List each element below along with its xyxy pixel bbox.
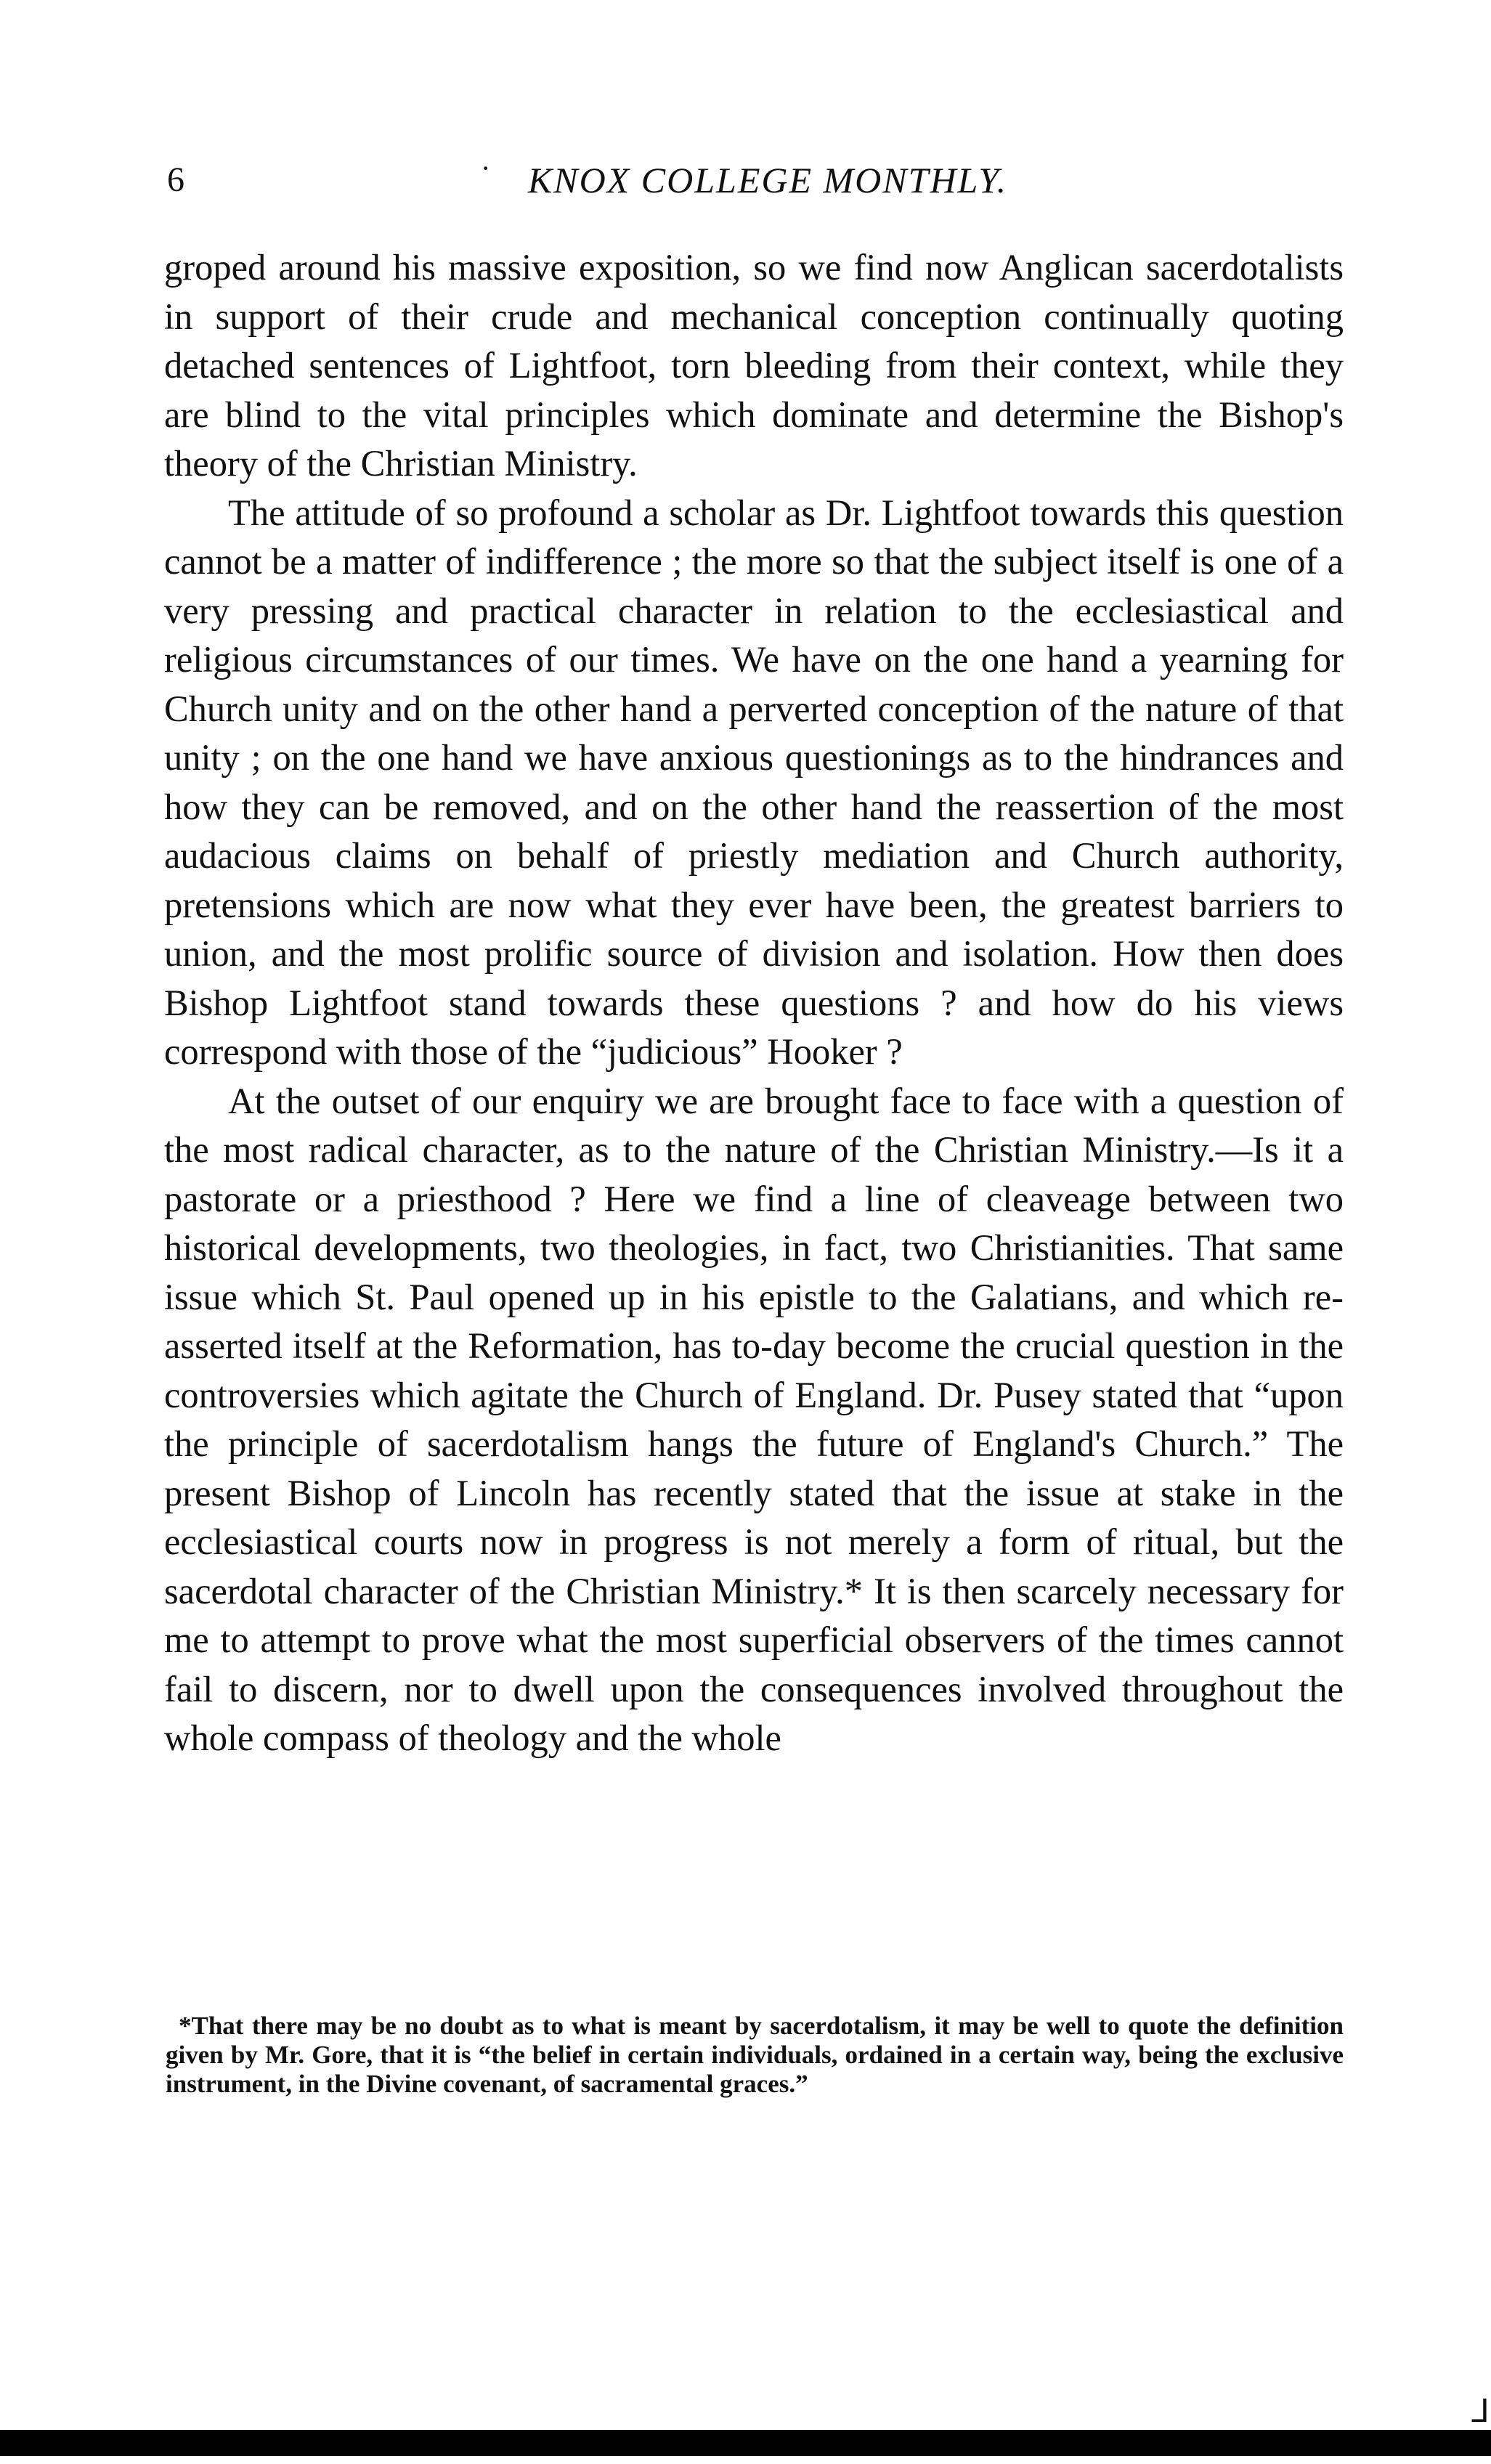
bottom-scan-border — [0, 2426, 1491, 2456]
footnote-section — [166, 2012, 1344, 2099]
running-title: KNOX COLLEGE MONTHLY. — [527, 160, 1008, 200]
footnote: *That there may be no doubt as to what is meant by sacerdotalism, it may be well to quote the definition given by Mr. Gore, that it is “the belief in certain individuals, ordained in a certain way, being the exclusive instrument, in the Divine covenant, of sacramental graces.” — [166, 2012, 1344, 2098]
running-header — [161, 152, 1345, 209]
paragraph-continued: groped around his massive exposition, so we find now Anglican sacerdotalists in support of their crude and mechanical conception continually quoting detached sentences of Lightfoot, torn bleeding from their context, while they are blind to the vital principles which dominate and determine the Bishop's theory of the Christian Ministry. — [164, 247, 1344, 484]
body-text — [164, 243, 1344, 1763]
paragraph-outset: At the outset of our enquiry we are brought face to face with a question of the most radical character, as to the nature of the Christian Ministry.—Is it a pastorate or a priesthood ? Here we find a line of cleaveage between two historical developments, two theologies, in fact, two Christianities. That same issue which St. Paul opened up in his epistle to the Galatians, and which re-asserted itself at the Reformation, has to-day become the crucial question in the controversies which agitate the Church of England. Dr. Pusey stated that “upon the principle of sacerdotalism hangs the future of England's Church.” The present Bishop of Lincoln has recently stated that the issue at stake in the ecclesiastical courts now in progress is not merely a form of ritual, but the sacerdotal character of the Christian Ministry.* It is then scarcely necessary for me to attempt to prove what the most superficial observers of the times cannot fail to discern, nor to dwell upon the consequences involved throughout the whole compass of theology and the whole — [164, 1080, 1344, 1758]
paragraph-attitude: The attitude of so profound a scholar as Dr. Lightfoot towards this question cannot be a matter of indifference ; the more so that the subject itself is one of a very pressing and practical character in relation to the ecclesiastical and religious circumstances of our times. We have on the one hand a yearning for Church unity and on the other hand a perverted conception of the nature of that unity ; on the one hand we have anxious questionings as to the hindrances and how they can be removed, and on the other hand the reassertion of the most audacious claims on behalf of priestly mediation and Church authority, pretensions which are now what they ever have been, the greatest barriers to union, and the most prolific source of division and isolation. How then does Bishop Lightfoot stand towards these questions ? and how do his views correspond with those of the “judicious” Hooker ? — [164, 492, 1344, 1072]
bottom-scan-border-gap — [0, 2426, 1491, 2430]
corner-signature-mark: ⅃ — [1471, 2394, 1490, 2429]
header-dot-mark: · — [481, 152, 491, 184]
page-number: 6 — [167, 160, 184, 199]
